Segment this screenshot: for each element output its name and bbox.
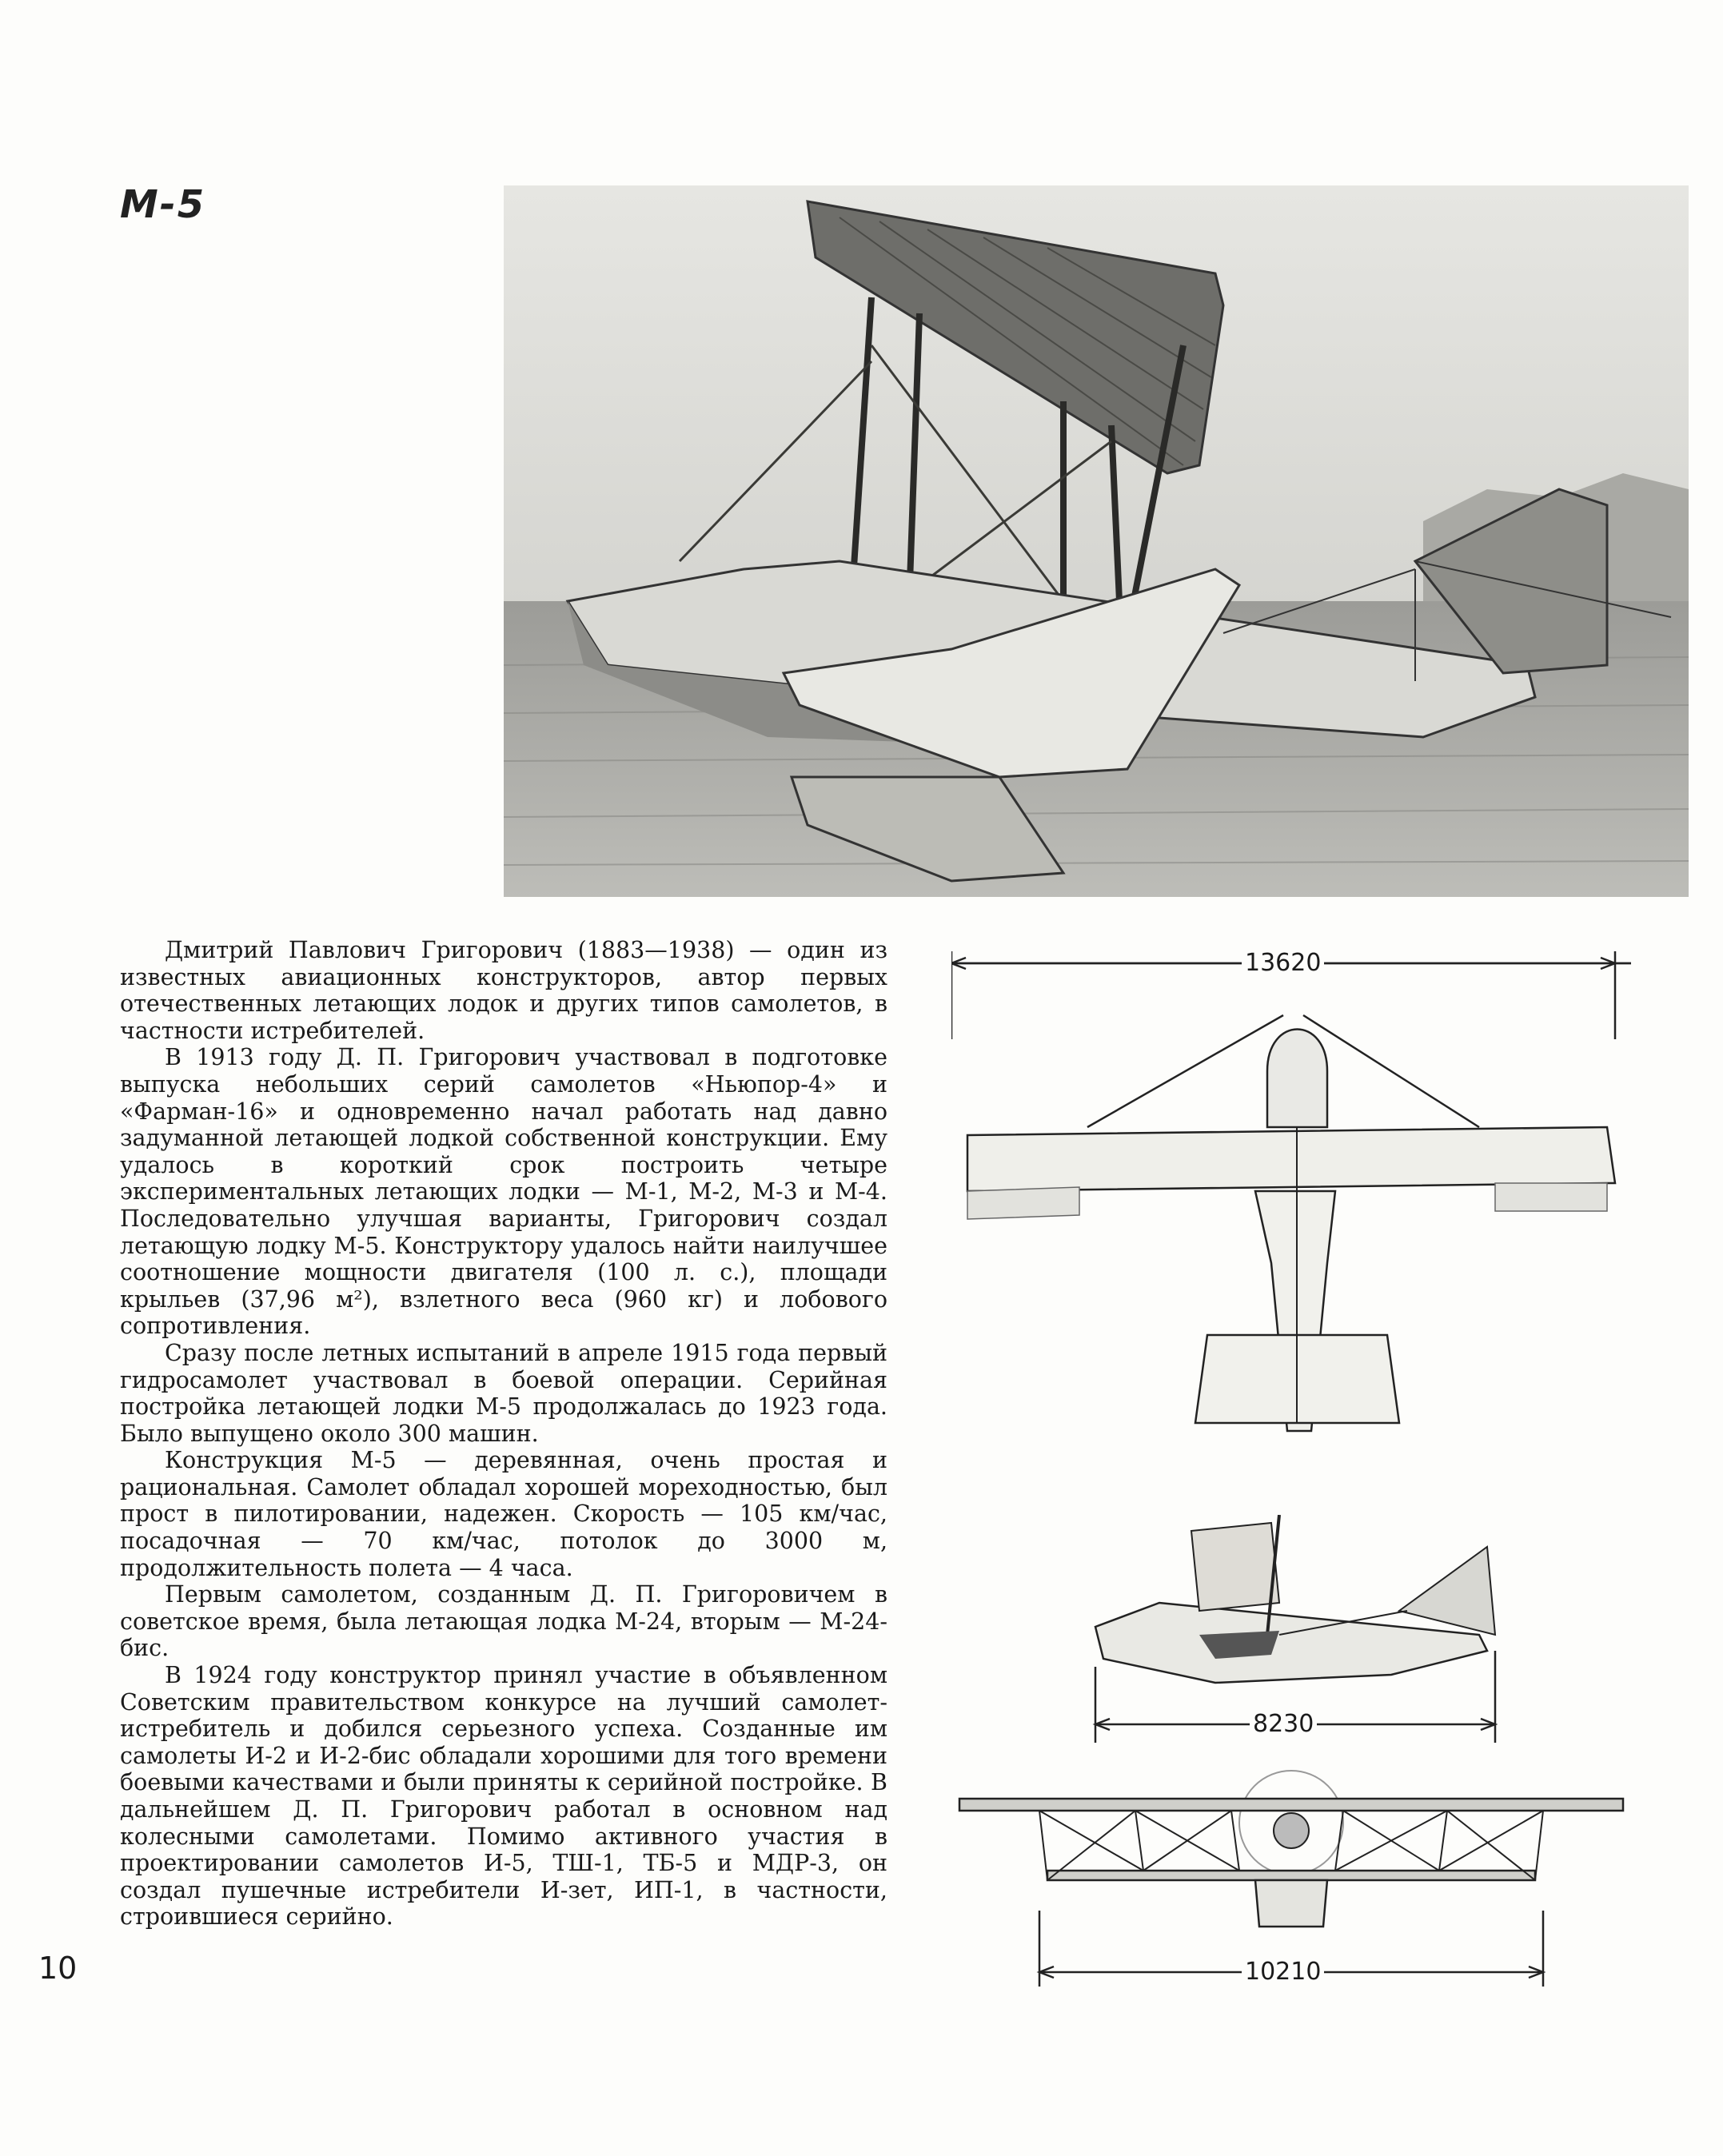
flying-boat-photo [504, 185, 1689, 897]
paragraph: В 1924 году конструктор принял участие в объявленном Советским правительством конкурсе на лучший самолет-истребитель и добился серьезного успеха. Созданные им самолеты И-2 и И-2-бис обладали хорошими для того времени боевыми качествами и были приняты к серийной постройке. В дальнейшем Д. П. Григорович работал в основном над колесными самолетами. Помимо активного участия в проектировании самолетов И-5, ТШ-1, ТБ-5 и МДР-3, он создал пушечные истребители И-зет, ИП-1, в частности, строившиеся серийно. [120, 1662, 887, 1931]
paragraph: Дмитрий Павлович Григорович (1883—1938) — один из известных авиационных конструкторов, автор первых отечественных летающих лодок и других типов самолетов, в частности истребителей. [120, 937, 887, 1044]
paragraph: Конструкция М-5 — деревянная, очень простая и рациональная. Самолет обладал хорошей мореходностью, был прост в пилотировании, надежен. Скорость — 105 км/час, посадочная — 70 км/час, потолок до 3000 м, продолжительность полета — 4 часа. [120, 1447, 887, 1581]
height-dimension: 10210 [1242, 1959, 1324, 1986]
top-view-drawing [951, 943, 1631, 1439]
front-view-drawing [951, 1767, 1631, 1991]
paragraph: В 1913 году Д. П. Григорович участвовал в подготовке выпуска небольших серий самолетов «Ньюпор-4» и «Фарман-16» и одновременно начал работать над давно задуманной летающей лодкой собственной конструкции. Ему удалось в короткий срок построить четыре экспериментальных летающих лодки — М-1, М-2, М-3 и М-4. Последовательно улучшая варианты, Григорович создал летающую лодку М-5. Конструктору удалось найти наилучшее соотношение мощности двигателя (100 л. с.), площади крыльев (37,96 м²), взлетного веса (960 кг) и лобового сопротивления. [120, 1044, 887, 1340]
page-number: 10 [38, 1951, 78, 1986]
page-title: М-5 [120, 182, 206, 227]
paragraph: Сразу после летных испытаний в апреле 1915 года первый гидросамолет участвовал в боевой операции. Серийная постройка летающей лодки М-5 продолжалась до 1923 года. Было выпущено около 300 машин. [120, 1339, 887, 1447]
paragraph: Первым самолетом, созданным Д. П. Григоровичем в советское время, была летающая лодка М-24, вторым — М-24-бис. [120, 1581, 887, 1662]
wingspan-dimension: 13620 [1242, 950, 1324, 977]
article-text [120, 937, 887, 1931]
length-dimension: 8230 [1250, 1711, 1317, 1738]
side-view-drawing [1087, 1515, 1511, 1747]
